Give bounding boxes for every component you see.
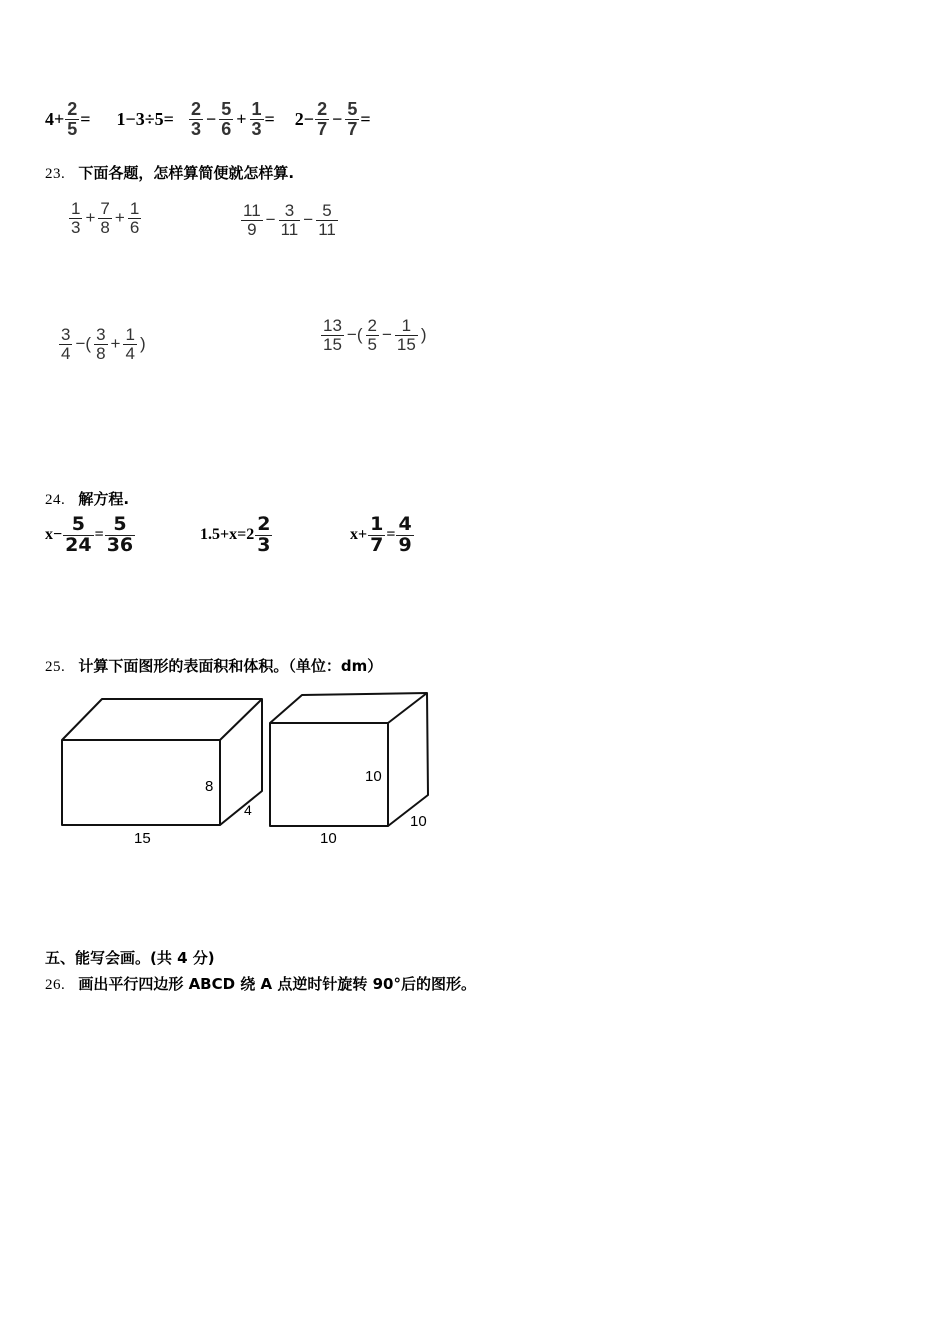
q23-expression-1: $\frac{1}{3}$ + $\frac{7}{8}$ + $\frac{1}{6}$ bbox=[71, 199, 140, 237]
fraction: $\frac{5}{36}$ bbox=[106, 513, 134, 556]
fraction: $\frac{2}{3}$ bbox=[257, 513, 271, 556]
fraction: $\frac{4}{9}$ bbox=[398, 513, 412, 556]
expr1-lead: 4+ bbox=[45, 108, 65, 129]
fraction: $\frac{13}{15}$ bbox=[323, 316, 342, 354]
question-number: 26. bbox=[45, 977, 66, 993]
fraction: $\frac{5}{6}$ bbox=[221, 98, 232, 139]
cube-width-label: 10 bbox=[410, 813, 427, 830]
fraction: $\frac{2}{7}$ bbox=[317, 98, 328, 139]
fraction: $\frac{5}{11}$ bbox=[318, 201, 336, 239]
expression-2-minus-fractions: 2− $\frac{2}{7}$ − $\frac{5}{7}$ = bbox=[294, 98, 371, 139]
question-23-heading bbox=[45, 162, 294, 183]
question-text: 计算下面图形的表面积和体积。（单位：dm） bbox=[78, 657, 383, 675]
q23-expression-4: $\frac{13}{15}$ −( $\frac{2}{5}$ − $\frac{1}{15}$ ) bbox=[323, 316, 427, 354]
fraction: $\frac{1}{6}$ bbox=[129, 199, 140, 237]
fraction: $\frac{3}{11}$ bbox=[280, 201, 299, 239]
fraction: $\frac{1}{4}$ bbox=[125, 325, 135, 363]
cube-height-label: 10 bbox=[365, 768, 382, 785]
cuboid-height-label: 8 bbox=[205, 778, 214, 795]
q24-equation-2: 1.5+x=2 $\frac{2}{3}$ bbox=[200, 513, 271, 556]
question-26-heading bbox=[45, 973, 476, 994]
q24-equation-1: x− $\frac{5}{24}$ = $\frac{5}{36}$ bbox=[45, 513, 134, 556]
equals: = bbox=[80, 108, 91, 129]
question-number: 25. bbox=[45, 659, 66, 675]
fraction: $\frac{7}{8}$ bbox=[100, 199, 110, 237]
fraction: $\frac{3}{4}$ bbox=[61, 325, 71, 363]
cuboid-length-label: 15 bbox=[134, 830, 151, 847]
question-text: 解方程. bbox=[78, 490, 130, 508]
cuboid-width-label: 4 bbox=[244, 802, 252, 818]
fraction: $\frac{1}{15}$ bbox=[396, 316, 416, 354]
fraction: $\frac{1}{3}$ bbox=[251, 98, 262, 139]
box-figures bbox=[40, 685, 440, 855]
expression-1-minus-3-div-5: 1−3÷5= bbox=[116, 108, 174, 129]
expression-4-plus-fraction bbox=[45, 100, 91, 139]
question-24-heading bbox=[45, 488, 129, 509]
fraction: $\frac{1}{3}$ bbox=[71, 199, 81, 237]
question-25-heading bbox=[45, 655, 382, 676]
expression-fraction-sum: $\frac{2}{3}$ − $\frac{5}{6}$ + $\frac{1}{3}$ = bbox=[190, 98, 275, 139]
fraction: $\frac{2}{5}$ bbox=[67, 98, 78, 139]
cuboid-figure bbox=[62, 699, 262, 825]
question-number: 23. bbox=[45, 166, 66, 182]
section-5-title: 五、能写会画。(共 4 分) bbox=[45, 949, 215, 967]
fraction: $\frac{2}{5}$ bbox=[367, 316, 377, 354]
top-expression-row bbox=[45, 96, 371, 142]
q23-expression-3: $\frac{3}{4}$ −( $\frac{3}{8}$ + $\frac{1}{4}$ ) bbox=[61, 325, 146, 363]
fraction: $\frac{11}{9}$ bbox=[243, 201, 261, 239]
cube-length-label: 10 bbox=[320, 830, 337, 847]
fraction: $\frac{2}{3}$ bbox=[190, 98, 201, 139]
fraction: $\frac{1}{7}$ bbox=[370, 513, 384, 556]
question-text: 画出平行四边形 ABCD 绕 A 点逆时针旋转 90°后的图形。 bbox=[78, 975, 476, 993]
question-text: 下面各题，怎样算简便就怎样算. bbox=[78, 164, 295, 182]
fraction: $\frac{5}{7}$ bbox=[347, 98, 358, 139]
fraction: $\frac{3}{8}$ bbox=[96, 325, 106, 363]
q23-expression-2: $\frac{11}{9}$ − $\frac{3}{11}$ − $\frac{5}{11}$ bbox=[243, 201, 336, 239]
fraction: $\frac{5}{24}$ bbox=[65, 513, 92, 556]
q24-equation-3: x+ $\frac{1}{7}$ = $\frac{4}{9}$ bbox=[350, 513, 412, 556]
question-number: 24. bbox=[45, 492, 66, 508]
cube-figure bbox=[270, 693, 428, 826]
